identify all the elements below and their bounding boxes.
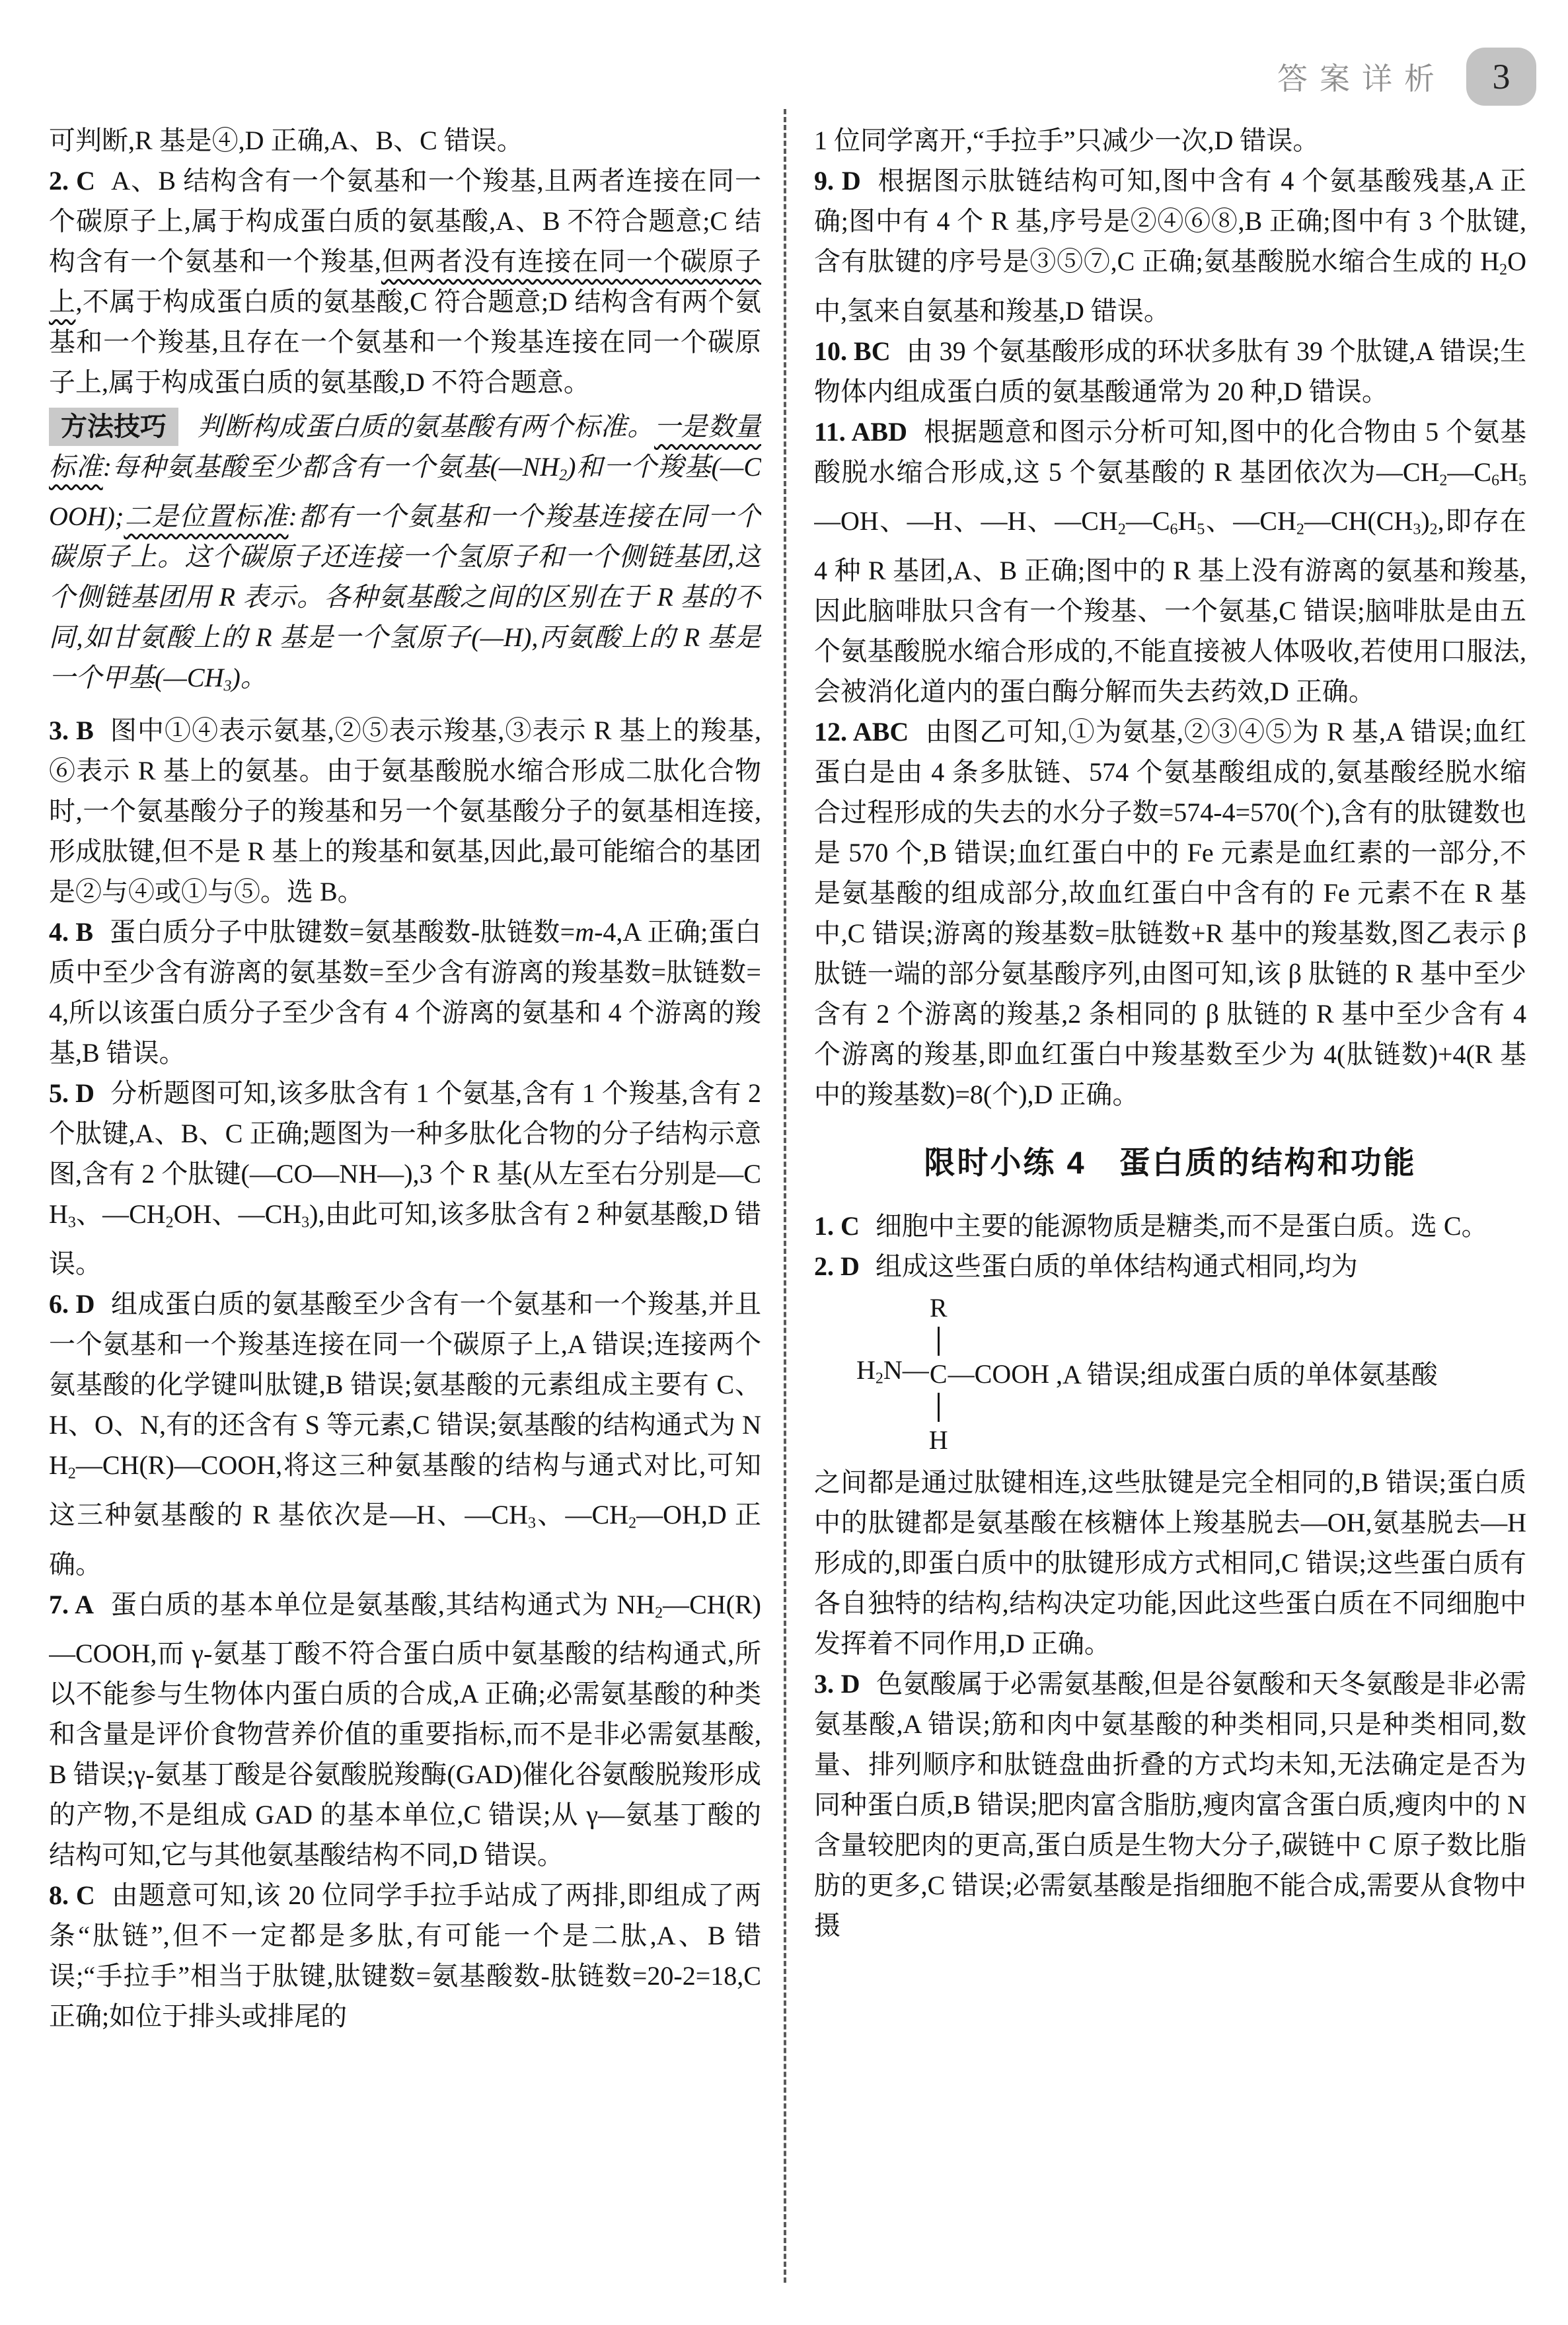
answer-paragraph (49, 1284, 761, 1584)
column-divider (784, 109, 786, 2283)
answer-number: 3. B (49, 716, 94, 746)
amino-acid-structure-diagram (856, 1292, 1049, 1457)
text-segment: 2 (67, 1465, 76, 1483)
text-segment: -4,A 正确;蛋白质中至少含有游离的氨基数=至少含有游离的羧基数=肽链数=4,所以该蛋白质分子至少含有 4 个游离的氨基和 4 个游离的羧基,B 错误。 (49, 917, 761, 1068)
text-segment: 、—CH (535, 1499, 629, 1530)
text-segment: ) (1421, 506, 1430, 536)
text-segment: 3 (67, 1214, 76, 1232)
text-segment: 由图乙可知,①为氨基,②③④⑤为 R 基,A 错误;血红蛋白是由 4 条多肽链、574 个氨基酸组成的,氨基酸经脱水缩合过程形成的失去的水分子数=574-4=570(个),含有的肽键数也是 570 个,B 错误;血红蛋白中的 Fe 元素是血红素的一部分,不是氨基酸的组成部分,故血红蛋白中含有的 Fe 元素不在 R 基中,C 错误;游离的羧基数=肽链数+R 基中的羧基数,图乙表示 β 肽链一端的部分氨基酸序列,由图可知,该 β 肽链的 R 基中至少含有 2 个游离的羧基,2 条相同的 β 肽链的 R 基中至少含有 4 个游离的羧基,即血红蛋白中羧基数至少为 4(肽链数)+4(R 基中的羧基数)=8(个),D 正确。 (814, 717, 1526, 1110)
text-segment: OH、—CH (173, 1199, 302, 1230)
structure-center-column (929, 1292, 948, 1457)
text-segment: 一是数量标准 (49, 412, 761, 482)
answer-paragraph (814, 1246, 1526, 1286)
text-segment: 根据题意和图示分析可知,图中的化合物由 5 个氨基酸脱水缩合形成,这 5 个氨基酸的 R 基团依次为—CH (814, 416, 1526, 487)
answer-number: 8. C (49, 1880, 95, 1911)
text-segment: 之间都是通过肽键相连,这些肽键是完全相同的,B 错误;蛋白质中的肽键都是氨基酸在核糖体上羧基脱去—OH,氨基脱去—H 形成的,即蛋白质中的肽键形成方式相同,C 错误;这些蛋白质有各自独特的结构,结构决定功能,因此这些蛋白质在不同细胞中发挥着不同作用,D 正确。 (814, 1467, 1526, 1659)
structure-right-group (948, 1358, 1049, 1390)
text-segment: 、—CH (1205, 506, 1296, 536)
text-segment: 由 39 个氨基酸形成的环状多肽有 39 个肽键,A 错误;生物体内组成蛋白质的氨基酸通常为 20 种,D 错误。 (814, 336, 1526, 406)
text-segment: 5 (1518, 472, 1526, 490)
text-segment: 2 (1117, 521, 1126, 539)
text-segment: 蛋白质分子中肽键数=氨基酸数-肽链数= (109, 917, 576, 947)
answer-paragraph (49, 710, 761, 912)
answer-paragraph (49, 1584, 761, 1876)
text-segment: 2 (875, 1370, 883, 1387)
text-segment: 由题意可知,该 20 位同学手拉手站成了两排,即组成了两条“肽链”,但不一定都是多肽,有可能一个是二肽,A、B 错误;“手拉手”相当于肽键,肽键数=氨基酸数-肽链数=20-2=18,C 正确;如位于排头或排尾的 (49, 1880, 761, 2032)
text-segment: 色氨酸属于必需氨基酸,但是谷氨酸和天冬氨酸是非必需氨基酸,A 错误;筋和肉中氨基酸的种类相同,只是种类相同,数量、排列顺序和肽链盘曲折叠的方式均未知,无法确定是否为同种蛋白质,B 错误;肥肉富含脂肪,瘦肉富含蛋白质,瘦肉中的 N 含量较肥肉的更高,蛋白质是生物大分子,碳链中 C 原子数比脂肪的更多,C 错误;必需氨基酸是指细胞不能合成,需要从食物中摄 (814, 1669, 1526, 1941)
text-segment: :都有一个氨基和一个羧基连接在同一个碳原子上。这个碳原子还连接一个氢原子和一个侧链基团,这个侧链基团用 R 表示。各种氨基酸之间的区别在于 R 基的不同,如甘氨酸上的 R 基是一个氢原子(—H),丙氨酸上的 R 基是一个甲基(—CH (49, 501, 761, 692)
text-segment: ,不属于构成蛋白质的氨基酸,C 符合题意;D 结构含有两个氨基和一个羧基,且存在一个氨基和一个羧基连接在同一个碳原子上,属于构成蛋白质的氨基酸,D 不符合题意。 (49, 287, 761, 397)
answer-paragraph (814, 1664, 1526, 1946)
page-number-badge: 3 (1466, 48, 1536, 106)
text-segment: 3 (527, 1514, 536, 1532)
answer-number: 2. D (814, 1251, 860, 1282)
text-segment: :每种氨基酸至少都含有一个氨基(—NH (102, 452, 560, 482)
structure-bottom-atom: H (928, 1425, 948, 1456)
text-segment: —C (1447, 457, 1492, 487)
answer-number: 1. C (814, 1211, 860, 1241)
text-segment: —COOH (948, 1359, 1050, 1389)
text-segment: 但两者没有连接在同一个碳原子上 (49, 246, 761, 316)
answer-number: 4. B (49, 917, 94, 947)
text-segment: O 中,氢来自氨基和羧基,D 错误。 (814, 246, 1526, 326)
answer-paragraph (814, 331, 1526, 412)
text-segment: 6 (1170, 521, 1178, 539)
answer-number: 9. D (814, 166, 861, 196)
answer-paragraph (814, 412, 1526, 712)
left-column (49, 120, 761, 2301)
text-segment: 判断构成蛋白质的氨基酸有两个标准。 (197, 412, 654, 441)
text-segment: 3 (223, 677, 232, 695)
text-segment: 细胞中主要的能源物质是糖类,而不是蛋白质。选 C。 (875, 1211, 1488, 1241)
text-segment: 可判断,R 基是④,D 正确,A、B、C 错误。 (49, 126, 523, 155)
answer-paragraph (814, 712, 1526, 1115)
text-segment: ,即存在 4 种 R 基团,A、B 正确;图中的 R 基上没有游离的氨基和羧基,因此脑啡肽只含有一个羧基、一个氨基,C 错误;脑啡肽是由五个氨基酸脱水缩合形成的,不能直接被人体吸收,若使用口服法,会被消化道内的蛋白酶分解而失去药效,D 正确。 (814, 506, 1526, 707)
answer-paragraph (49, 161, 761, 402)
text-segment: A、B 结构含有一个氨基和一个羧基,且两者连接在同一个碳原子上,属于构成蛋白质的氨基酸,A、B 不符合题意;C 结构含有一个氨基和一个羧基, (49, 166, 761, 276)
text-segment: 2 (655, 1604, 663, 1622)
structure-bond (938, 1327, 940, 1356)
text-segment: —CH(R)—COOH,将这三种氨基酸的结构与通式对比,可知这三种氨基酸的 R 基依次是—H、—CH (49, 1450, 761, 1530)
text-segment: 1 位同学离开,“手拉手”只减少一次,D 错误。 (814, 126, 1320, 155)
continuation-paragraph (49, 120, 761, 161)
text-segment: 2 (1296, 521, 1304, 539)
structure-bond (938, 1393, 940, 1422)
text-segment: 2 (165, 1214, 174, 1232)
text-segment: —OH、—H、—H、—CH (814, 506, 1118, 536)
text-segment: —C (1125, 506, 1170, 536)
text-segment: H (1177, 506, 1197, 536)
structure-trailing-text (1056, 1354, 1526, 1395)
text-segment: 、—CH (75, 1199, 166, 1230)
text-segment: m (575, 917, 595, 947)
text-segment: 2 (1499, 261, 1508, 279)
text-segment: 3 (1413, 521, 1421, 539)
answer-number: 12. ABC (814, 717, 909, 747)
structure-top-atom: R (929, 1293, 948, 1323)
structure-center-atom: C (929, 1359, 948, 1389)
page-header (1277, 48, 1536, 106)
text-segment: —OH,D 正确。 (49, 1499, 761, 1579)
answer-paragraph-continued (814, 1462, 1526, 1664)
text-segment: 5 (1197, 521, 1205, 539)
text-segment: ,A 错误;组成蛋白质的单体氨基酸 (1056, 1359, 1438, 1389)
tip-badge: 方法技巧 (49, 408, 178, 446)
text-segment: 图中①④表示氨基,②⑤表示羧基,③表示 R 基上的羧基,⑥表示 R 基上的氨基。由于氨基酸脱水缩合形成二肽化合物时,一个氨基酸分子的羧基和另一个氨基酸分子的氨基相连接,形成肽键,但不是 R 基上的羧基和氨基,因此,最可能缩合的基团是②与④或①与⑤。选 B。 (49, 716, 761, 907)
answer-paragraph (814, 1206, 1526, 1246)
text-segment: 组成蛋白质的氨基酸至少含有一个氨基和一个羧基,并且一个氨基和一个羧基连接在同一个碳原子上,A 错误;连接两个氨基酸的化学键叫肽键,B 错误;氨基酸的元素组成主要有 C、H、O、N,有的还含有 S 等元素,C 错误;氨基酸的结构通式为 NH (49, 1289, 761, 1481)
section-heading: 限时小练 4 蛋白质的结构和功能 (924, 1145, 1417, 1181)
answer-paragraph (49, 1875, 761, 2036)
continuation-paragraph (814, 120, 1526, 161)
text-segment: 2 (1429, 521, 1438, 539)
text-segment: 组成这些蛋白质的单体结构通式相同,均为 (875, 1251, 1358, 1282)
answer-number: 7. A (49, 1589, 94, 1619)
page-header-title: 答案详析 (1277, 61, 1446, 96)
answer-paragraph (49, 912, 761, 1073)
text-segment: ),由此可知,该多肽含有 2 种氨基酸,D 错误。 (49, 1199, 761, 1279)
tip-paragraph (49, 406, 761, 706)
text-segment: 2 (628, 1514, 637, 1532)
text-segment: H (856, 1354, 876, 1385)
answer-number: 6. D (49, 1289, 95, 1319)
text-segment: —CH(R)—COOH,而 γ-氨基丁酸不符合蛋白质中氨基酸的结构通式,所以不能参与生物体内蛋白质的合成,A 正确;必需氨基酸的种类和含量是评价食物营养价值的重要指标,而不是非必需氨基酸,B 错误;γ-氨基丁酸是谷氨酸脱羧酶(GAD)催化谷氨酸脱羧形成的产物,不是组成 GAD 的基本单位,C 错误;从 γ—氨基丁酸的结构可知,它与其他氨基酸结构不同,D 错误。 (49, 1589, 761, 1870)
text-segment: )。 (231, 662, 267, 692)
text-segment: 3 (301, 1214, 310, 1232)
text-segment: 2 (559, 466, 568, 484)
text-segment: 蛋白质的基本单位是氨基酸,其结构通式为 NH (109, 1589, 655, 1619)
answer-number: 11. ABD (814, 416, 907, 447)
answer-paragraph (49, 1073, 761, 1284)
structure-left-group (856, 1354, 929, 1395)
text-segment: H (1499, 457, 1518, 487)
answer-number: 10. BC (814, 336, 891, 366)
answer-number: 2. C (49, 166, 96, 196)
amino-acid-structure-row (814, 1286, 1526, 1462)
text-segment: N— (883, 1354, 929, 1385)
answer-number: 3. D (814, 1669, 860, 1699)
text-segment: )和一个羧基(—COOH); (49, 452, 761, 531)
answer-number: 5. D (49, 1078, 95, 1109)
text-segment: 2 (1439, 472, 1448, 490)
text-segment: 根据图示肽链结构可知,图中含有 4 个氨基酸残基,A 正确;图中有 4 个 R 基,序号是②④⑥⑧,B 正确;图中有 3 个肽键,含有肽键的序号是③⑤⑦,C 正确;氨基酸脱水缩合生成的 H (814, 166, 1526, 276)
text-segment: —CH(CH (1304, 506, 1413, 536)
text-segment: 二是位置标准 (124, 501, 289, 531)
answer-paragraph (814, 161, 1526, 331)
right-column (814, 120, 1526, 2301)
text-segment: 6 (1491, 472, 1500, 490)
text-segment: 分析题图可知,该多肽含有 1 个氨基,含有 1 个羧基,含有 2 个肽键,A、B、C 正确;题图为一种多肽化合物的分子结构示意图,含有 2 个肽键(—CO—NH—),3 个 R 基(从左至右分别是—CH (49, 1078, 761, 1230)
